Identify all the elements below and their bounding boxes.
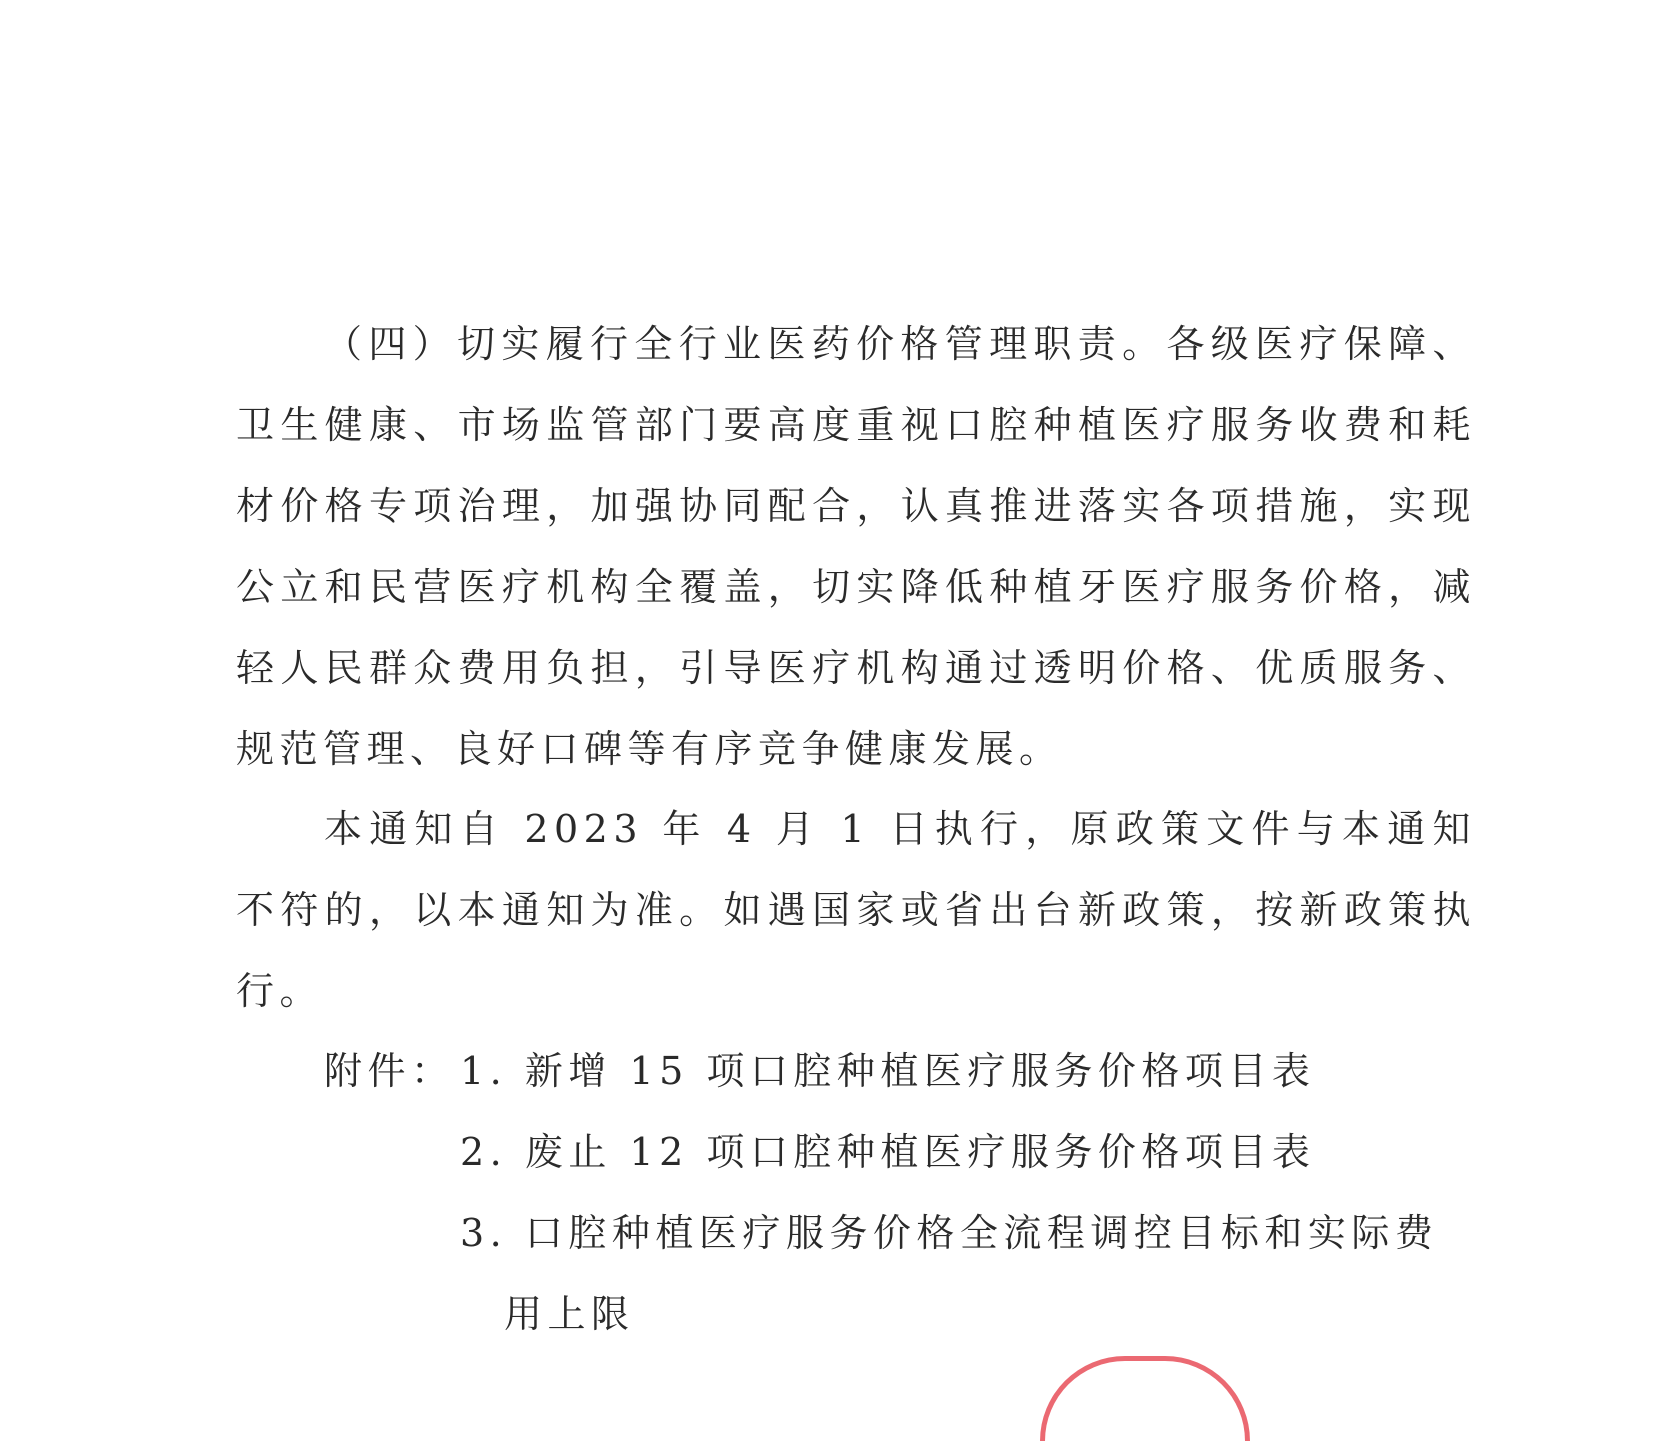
paragraph-responsibilities: （四）切实履行全行业医药价格管理职责。各级医疗保障、卫生健康、市场监管部门要高度重视口腔种植医疗服务收费和耗材价格专项治理，加强协同配合，认真推进落实各项措施，实现公立和民营医疗机构全覆盖，切实降低种植牙医疗服务价格，减轻人民群众费用负担，引导医疗机构通过透明价格、优质服务、规范管理、良好口碑等有序竞争健康发展。 bbox=[236, 322, 1476, 771]
attachment-item-2: 2. 废止 12 项口腔种植医疗服务价格项目表 bbox=[460, 1130, 1316, 1174]
paragraph-effective-date: 本通知自 2023 年 4 月 1 日执行，原政策文件与本通知不符的，以本通知为准。如遇国家或省出台新政策，按新政策执行。 bbox=[236, 807, 1476, 1013]
attachment-item-3: 3. 口腔种植医疗服务价格全流程调控目标和实际费 bbox=[460, 1211, 1439, 1255]
attachments-label: 附件： bbox=[324, 1049, 455, 1093]
attachment-item-1: 1. 新增 15 项口腔种植医疗服务价格项目表 bbox=[460, 1049, 1316, 1093]
official-seal bbox=[1040, 1356, 1250, 1441]
attachment-item-3-continued: 用上限 bbox=[504, 1292, 635, 1336]
